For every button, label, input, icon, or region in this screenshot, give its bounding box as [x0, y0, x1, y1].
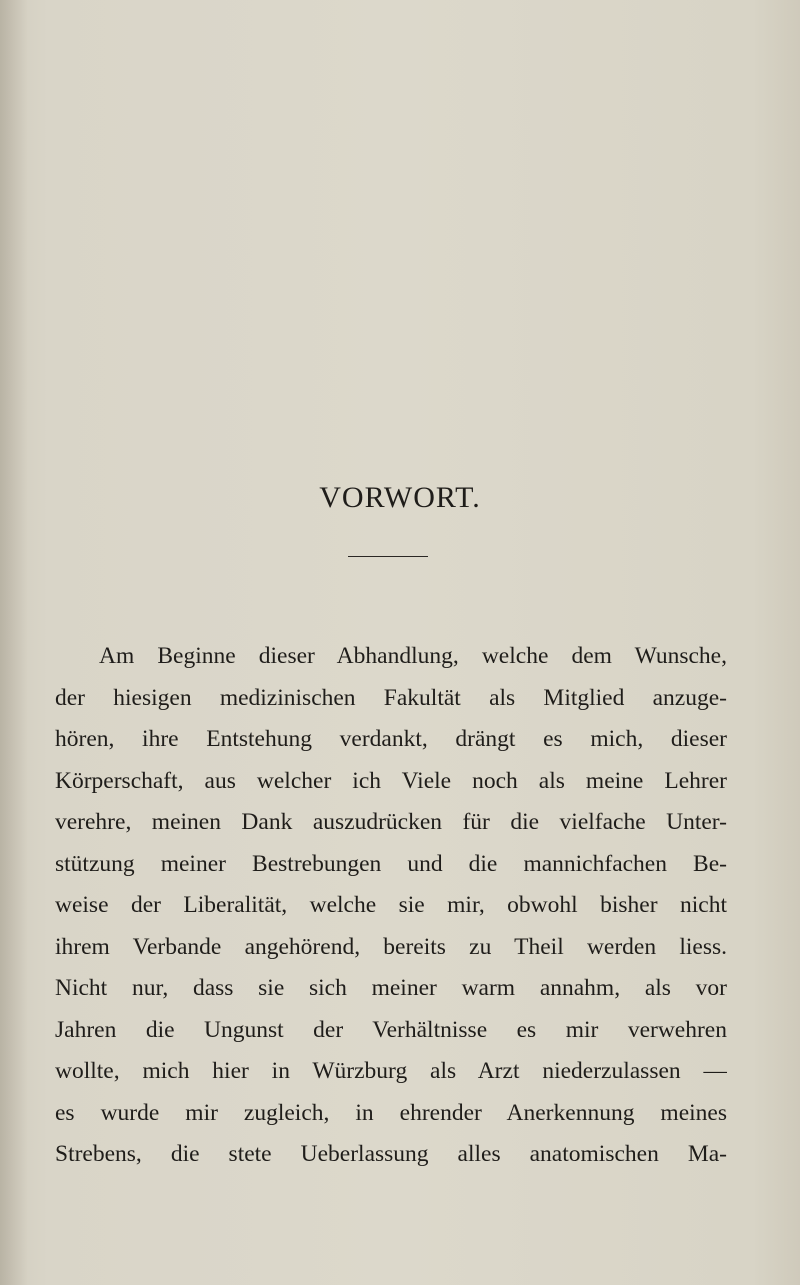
- text-line: der hiesigen medizinischen Fakultät als Mitglied anzuge-: [55, 684, 727, 711]
- text-line: es wurde mir zugleich, in ehrender Anerkennung meines: [55, 1099, 727, 1126]
- text-line: wollte, mich hier in Würzburg als Arzt niederzulassen —: [55, 1058, 727, 1084]
- text-line: Nicht nur, dass sie sich meiner warm annahm, als vor: [55, 975, 727, 1001]
- text-line: verehre, meinen Dank auszudrücken für die vielfache Unter-: [55, 809, 727, 835]
- text-line: stützung meiner Bestrebungen und die mannichfachen Be-: [55, 850, 727, 877]
- title-divider: [348, 556, 428, 557]
- text-line: Strebens, die stete Ueberlassung alles anatomischen Ma-: [55, 1141, 727, 1167]
- text-line: weise der Liberalität, welche sie mir, obwohl bisher nicht: [55, 892, 727, 918]
- page-title: VORWORT.: [319, 481, 481, 514]
- text-line: Jahren die Ungunst der Verhältnisse es mir verwehren: [55, 1016, 727, 1043]
- preface-paragraph: [55, 636, 727, 1176]
- text-line: hören, ihre Entstehung verdankt, drängt es mich, dieser: [55, 726, 727, 752]
- text-line: Körperschaft, aus welcher ich Viele noch als meine Lehrer: [55, 767, 727, 794]
- text-line: ihrem Verbande angehörend, bereits zu Theil werden liess.: [55, 933, 727, 960]
- page-gutter-shadow: [0, 0, 28, 1285]
- text-line: Am Beginne dieser Abhandlung, welche dem Wunsche,: [99, 643, 727, 669]
